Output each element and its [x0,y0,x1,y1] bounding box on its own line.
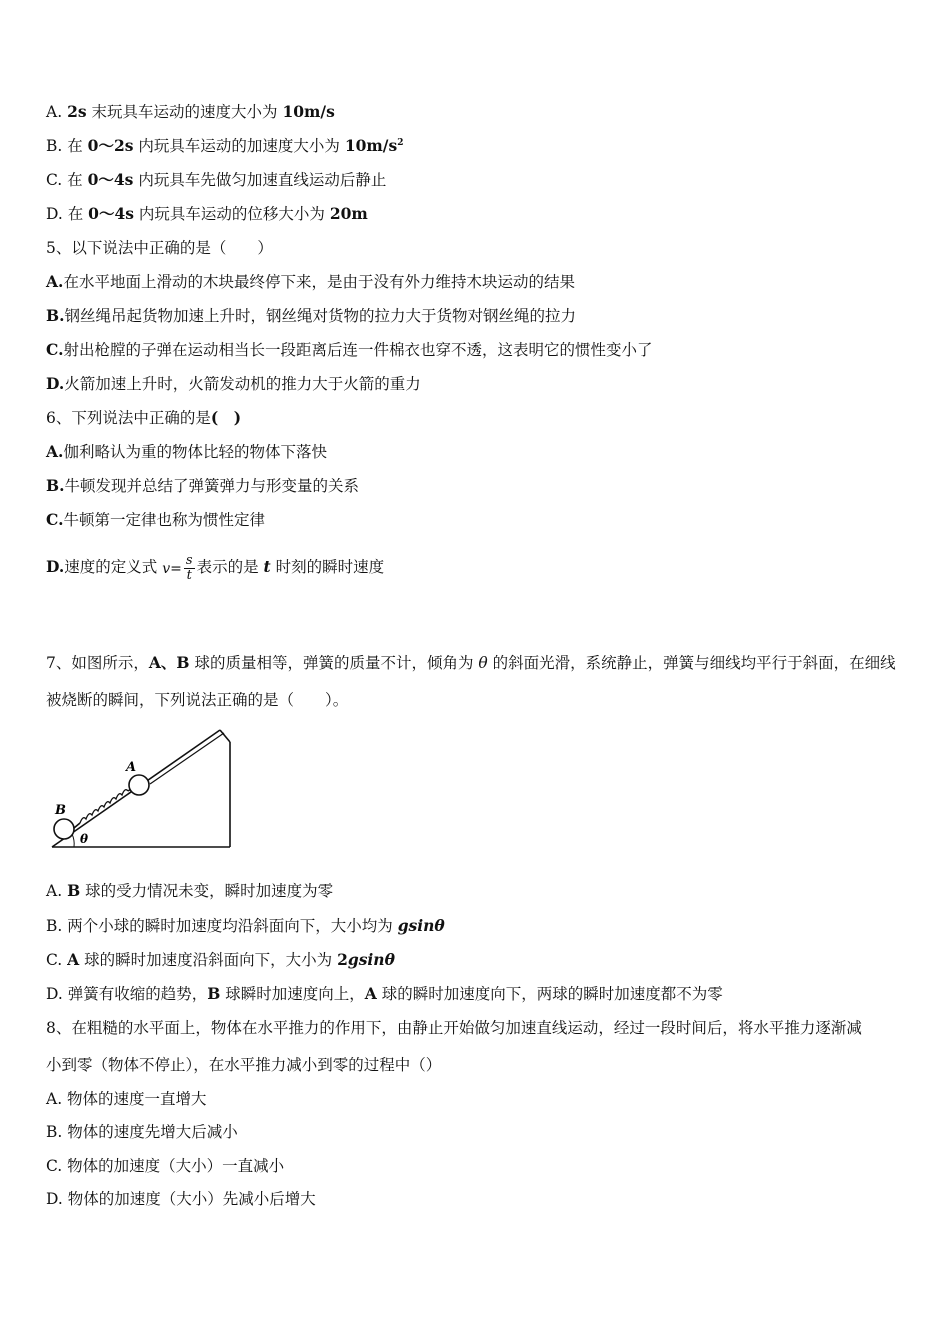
formula-v: v [162,560,171,577]
option-ball: B [207,984,221,1003]
q5-option-c [46,339,652,361]
option-text: 钢丝绳吊起货物加速上升时，钢丝绳对货物的拉力大于货物对钢丝绳的拉力 [64,307,577,325]
stem-text: 6、下列说法中正确的是 [46,409,211,427]
option-text: 球的瞬时加速度沿斜面向下，大小为 [79,951,338,969]
q4-option-a [46,101,335,123]
option-superscript: 2 [397,138,404,148]
formula-fraction [184,554,195,583]
q8-option-c: C. 物体的加速度（大小）一直减小 [46,1157,285,1175]
option-text: 弹簧有收缩的趋势， [67,985,208,1003]
option-letter: B. [46,476,65,495]
formula-denominator: t [186,568,192,583]
stem-text: 的斜面光滑，系统静止，弹簧与细线均平行于斜面，在细线 [487,654,896,672]
incline-top [220,730,230,742]
option-text: 末玩具车运动的速度大小为 [86,103,283,121]
stem-text: 球的质量相等，弹簧的质量不计，倾角为 [189,654,479,672]
spring-icon [80,790,128,823]
option-value: 10m/s [344,136,398,155]
label-b: B [55,803,66,818]
q7-option-b [46,915,445,937]
q8-option-a: A. 物体的速度一直增大 [46,1090,207,1108]
thread [150,733,224,784]
q7-option-d [46,983,723,1005]
option-text: 内玩具车运动的位移大小为 [133,205,330,223]
option-text: 火箭加速上升时，火箭发动机的推力大于火箭的重力 [64,375,421,393]
q8-stem-line2: 小到零（物体不停止），在水平推力减小到零的过程中（） [46,1056,442,1074]
option-ball: B [67,881,81,900]
q7-stem-line2: 被烧断的瞬间，下列说法正确的是（ ）。 [46,691,349,709]
option-formula: gsinθ [347,950,395,969]
option-text: 内玩具车先做匀加速直线运动后静止 [133,171,387,189]
option-letter: D. [46,557,65,576]
q4-option-d [46,203,368,225]
formula-equals: = [170,560,182,577]
option-text: 牛顿发现并总结了弹簧弹力与形变量的关系 [64,477,360,495]
option-text: 球的瞬时加速度向下，两球的瞬时加速度都不为零 [376,985,723,1003]
option-variable: t [263,557,271,576]
stem-text: 7、如图所示， [46,654,149,672]
option-prefix: D. [46,985,68,1003]
incline-figure [46,726,246,854]
q5-option-d [46,373,421,395]
option-text: 时刻的瞬时速度 [270,558,385,576]
q6-option-d [46,552,384,584]
option-time: 0～4s [88,204,134,223]
option-time: 0～2s [87,136,134,155]
q8-stem-line1: 8、在粗糙的水平面上，物体在水平推力的作用下，由静止开始做匀加速直线运动，经过一段时间后，将水平推力逐渐减 [46,1019,862,1037]
option-letter: C. [46,340,64,359]
label-a: A [126,760,137,775]
formula-numerator: s [185,553,193,568]
option-text: 内玩具车运动的加速度大小为 [133,137,345,155]
option-text: 牛顿第一定律也称为惯性定律 [63,511,265,529]
option-prefix: C. [46,951,68,969]
ball-a [129,775,149,795]
label-theta: θ [80,832,89,846]
option-time: 0～4s [87,170,134,189]
option-text: 射出枪膛的子弹在运动相当长一段距离后连一件棉衣也穿不透，这表明它的惯性变小了 [63,341,653,359]
option-prefix: A. [46,882,68,900]
option-letter: C. [46,510,64,529]
option-text: 球的受力情况未变，瞬时加速度为零 [80,882,334,900]
option-time: 2s [67,102,87,121]
option-prefix: B. 在 [46,137,88,155]
option-letter: B. [46,306,65,325]
option-value: 10m/s [282,102,335,121]
option-prefix: D. 在 [46,205,89,223]
ball-b [54,819,74,839]
q6-stem [46,407,241,429]
option-prefix: A. [46,103,68,121]
stem-theta: θ [478,654,488,672]
option-coefficient: 2 [337,950,348,969]
q8-option-b: B. 物体的速度先增大后减小 [46,1123,238,1141]
q7-option-a [46,880,333,902]
option-text: 两个小球的瞬时加速度均沿斜面向下，大小均为 [67,917,398,935]
option-text: 球瞬时加速度向上， [220,985,365,1003]
option-text: 表示的是 [196,558,264,576]
option-text: 在水平地面上滑动的木块最终停下来，是由于没有外力维持木块运动的结果 [63,273,575,291]
q6-option-a [46,441,327,463]
answer-bracket: ( ) [210,408,242,427]
option-prefix: B. [46,917,68,935]
q6-option-b [46,475,359,497]
option-ball: A [364,984,377,1003]
option-text: 速度的定义式 [64,558,158,576]
option-prefix: C. 在 [46,171,88,189]
angle-arc [72,834,74,847]
q4-option-b [46,135,403,157]
q7-stem-line1 [46,652,896,674]
velocity-formula [162,553,196,584]
q5-option-b [46,305,576,327]
option-letter: D. [46,374,65,393]
option-ball: A [67,950,80,969]
q7-option-c [46,949,395,971]
option-value: 20m [329,204,368,223]
option-letter: A. [46,272,64,291]
option-formula: gsinθ [397,916,445,935]
stem-balls: A、B [148,653,190,672]
q4-option-c [46,169,386,191]
option-text: 伽利略认为重的物体比轻的物体下落快 [63,443,327,461]
q5-stem: 5、以下说法中正确的是（ ） [46,239,273,257]
q6-option-c [46,509,265,531]
q5-option-a [46,271,575,293]
q8-option-d: D. 物体的加速度（大小）先减小后增大 [46,1190,316,1208]
option-letter: A. [46,442,64,461]
